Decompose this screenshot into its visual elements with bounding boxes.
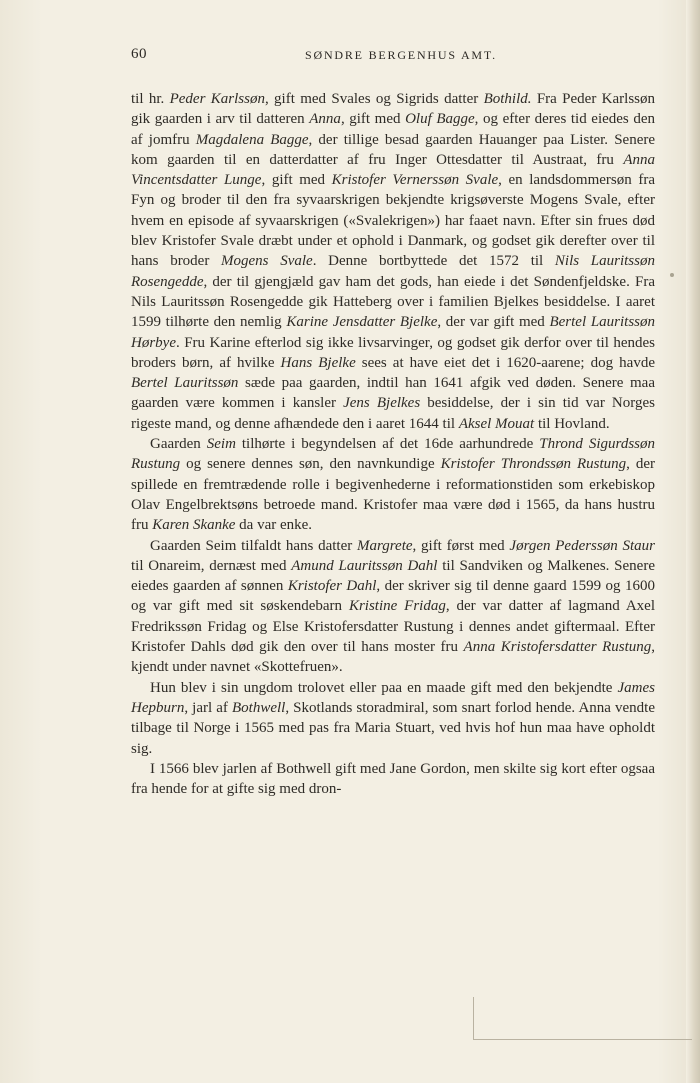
name-italic: Bertel Lauritssøn xyxy=(131,375,239,392)
margin-speck xyxy=(670,273,674,277)
text-run: , gift først med xyxy=(412,537,510,554)
paragraph xyxy=(131,678,655,759)
page-number: 60 xyxy=(131,46,147,62)
name-italic: Mogens Svale xyxy=(221,253,313,270)
name-italic: James Hepburn xyxy=(131,679,655,716)
name-italic: Oluf Bagge xyxy=(405,111,475,128)
name-italic: Kristine Fridag xyxy=(348,598,446,615)
name-italic: Aksel Mouat xyxy=(458,415,535,432)
page-edge-shadow xyxy=(686,0,700,1083)
text-run: , en landsdommersøn fra Fyn og broder til den fra syvaarskrigen bekjendte krigsøverste Mogens Svale, efter hvem en episode af syvaarskrigen («Svalekrigen») har faaet navn. Efter sin frues død blev Kristofer Svale dræbt under et ophold i Danmark, og godset gik derefter over til hans broder xyxy=(131,172,655,270)
name-italic: Kristofer Dahl xyxy=(287,578,377,595)
text-run: . Fru Karine efterlod sig ikke livsarvinger, og godset gik derfor over til hendes broders børn, af hvilke xyxy=(131,334,655,371)
name-italic: Kristofer Vernerssøn Svale xyxy=(331,172,499,189)
name-italic: Kristofer Throndssøn Rustung xyxy=(440,456,627,473)
text-run: . Denne bortbyttede det 1572 til xyxy=(312,253,555,270)
text-run: , kjendt under navnet «Skottefruen». xyxy=(131,639,655,676)
body-text xyxy=(131,89,655,799)
name-italic: Hans Bjelke xyxy=(280,354,356,371)
running-head: SØNDRE BERGENHUS AMT. xyxy=(305,48,497,62)
text-run: Hun blev i sin ungdom trolovet eller paa en maade gift med den bekjendte xyxy=(150,679,618,696)
text-run: , gift med xyxy=(261,172,332,189)
text-run: til Hovland. xyxy=(534,415,610,432)
name-italic: Karen Skanke xyxy=(152,517,236,534)
text-run: , gift med Svales og Sigrids datter xyxy=(264,91,484,107)
name-italic: Seim xyxy=(206,436,236,453)
text-run: , der var gift med xyxy=(437,314,550,331)
text-run: sæde paa gaarden, indtil han 1641 afgik ved døden. Senere maa gaarden være kommen i kansler xyxy=(131,375,655,412)
text-run: sees at have eiet det i 1620-aarene; dog havde xyxy=(355,354,655,371)
text-run: , der spillede en fremtrædende rolle i begivenhederne i reformationstiden som erkebiskop Olav Engelbrektsøns betroede mand. Kristofer maa være død i 1565, da hans hustru fru xyxy=(131,456,656,534)
name-italic: Jørgen Pederssøn Staur xyxy=(509,537,655,554)
paragraph xyxy=(131,89,655,434)
paragraph xyxy=(131,434,655,535)
name-italic: Karine Jensdatter Bjelke xyxy=(286,314,438,331)
text-run: til Onareim, dernæst med xyxy=(131,557,292,574)
name-italic: Anna Kristofersdatter Rustung xyxy=(463,639,652,656)
name-italic: Amund Lauritssøn Dahl xyxy=(291,557,438,574)
name-italic: Margrete xyxy=(356,537,413,554)
name-italic: Thrond Sigurdssøn Rustung xyxy=(131,436,655,473)
margin-frame-mark xyxy=(473,997,692,1040)
text-run: Gaarden Seim tilfaldt hans datter xyxy=(150,537,357,554)
name-italic: Anna Vincentsdatter Lunge xyxy=(131,151,655,189)
name-italic: Bothwell xyxy=(231,699,286,716)
paragraph xyxy=(131,759,655,800)
text-run: , der til gjengjæld gav ham det gods, han eiede i det Søndenfjeldske. Fra Nils Lauritssøn Rosengedde gik Hatteberg over i familien Bjelkes besiddelse. I aaret 1599 tilhørte den nemlig xyxy=(131,273,655,331)
name-italic: Magdalena Bagge xyxy=(195,131,309,148)
text-run: , og efter deres tid eiedes den af jomfru xyxy=(131,111,656,148)
text-run: til hr. xyxy=(131,91,170,107)
paragraph xyxy=(131,536,655,678)
name-italic: Peder Karlssøn xyxy=(169,91,265,107)
text-run: da var enke. xyxy=(235,517,313,534)
name-italic: Bothild. xyxy=(483,91,532,107)
text-run: , gift med xyxy=(340,111,406,128)
text-run: til Sandviken og Malkenes. Senere eiedes gaarden af sønnen xyxy=(131,557,655,595)
name-italic: Jens Bjelkes xyxy=(343,395,421,412)
name-italic: Bertel Lauritssøn Hørbye xyxy=(131,314,656,351)
text-run: , der skriver sig til denne gaard 1599 og 1600 og var gift med sit søskendebarn xyxy=(131,578,655,615)
text-run: , jarl af xyxy=(184,699,232,716)
text-run: Gaarden xyxy=(150,436,207,453)
page-header xyxy=(131,46,655,66)
text-run: og senere dennes søn, den navnkundige xyxy=(180,456,441,473)
name-italic: Nils Lauritssøn Rosengedde xyxy=(131,253,655,290)
text-run: , der tillige besad gaarden Hauanger paa Lister. Senere kom gaarden til en datterdatter af fru Inger Ottesdatter til Austraat, fru xyxy=(131,131,656,168)
text-run: besiddelse, der i sin tid var Norges rigeste mand, og denne afhændede den i aaret 1644 til xyxy=(131,395,655,432)
text-run: Fra Peder Karlssøn gik gaarden i arv til datteren xyxy=(131,91,655,128)
text-run: I 1566 blev jarlen af Bothwell gift med Jane Gordon, men skilte sig kort efter ogsaa fra hende for at gifte sig med dron- xyxy=(131,760,655,798)
name-italic: Anna xyxy=(309,111,341,128)
text-run: , Skotlands storadmiral, som snart forlod hende. Anna vendte tilbage til Norge i 1565 med pas fra Maria Stuart, ved hvis hof hun maa have opholdt sig. xyxy=(131,699,655,757)
text-run: tilhørte i begyndelsen af det 16de aarhundrede xyxy=(235,436,540,453)
text-run: , der var datter af lagmand Axel Fredrikssøn Fridag og Else Kristofersdatter Rustung i dennes andet giftermaal. Efter Kristofer Dahls død gik den over til hans moster fru xyxy=(131,598,656,656)
